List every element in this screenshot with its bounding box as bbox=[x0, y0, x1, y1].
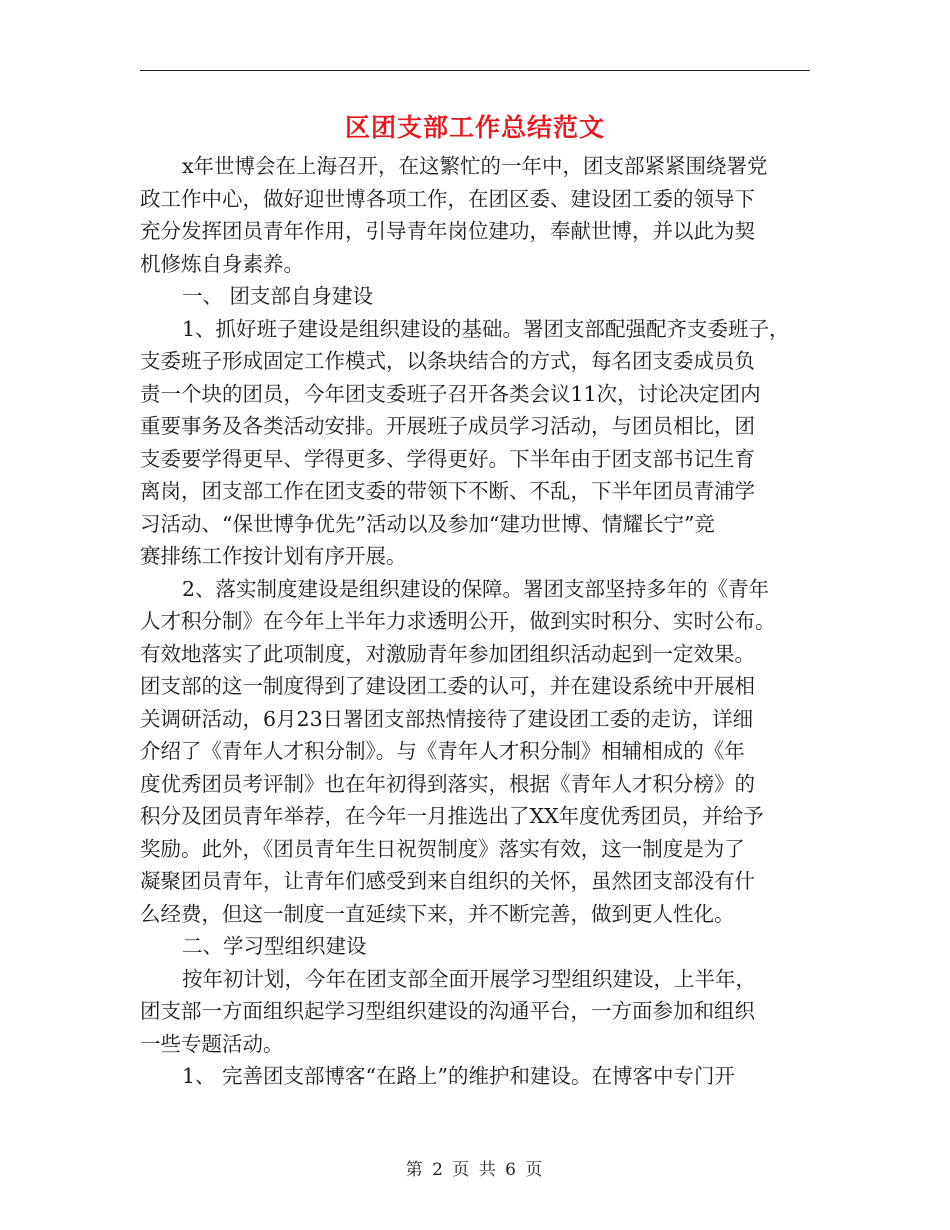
text-line: 人才积分制》在今年上半年力求透明公开，做到实时积分、实时公布。 bbox=[140, 609, 776, 633]
text-line: 么经费，但这一制度一直延续下来，并不断完善，做到更人性化。 bbox=[140, 901, 735, 926]
document-title: 区团支部工作总结范文 bbox=[344, 113, 605, 142]
text-line: 离岗，团支部工作在团支委的带领下不断、不乱，下半年团员青浦学 bbox=[140, 479, 755, 503]
text-line: 奖励。此外，《团员青年生日祝贺制度》落实有效，这一制度是为了 bbox=[140, 836, 745, 861]
text-line: 充分发挥团员青年作用，引导青年岗位建功，奉献世博，并以此为契 bbox=[140, 219, 755, 243]
text-line: 团支部一方面组织起学习型组织建设的沟通平台，一方面参加和组织 bbox=[140, 999, 755, 1023]
text-line: 一、 团支部自身建设 bbox=[182, 284, 374, 308]
text-line: 团支部的这一制度得到了建设团工委的认可，并在建设系统中开展相 bbox=[140, 674, 755, 698]
text-line: 赛排练工作按计划有序开展。 bbox=[140, 544, 407, 568]
text-line: 一些专题活动。 bbox=[140, 1031, 284, 1056]
text-line: 责一个块的团员，今年团支委班子召开各类会议11次，讨论决定团内 bbox=[140, 381, 761, 406]
text-line: 度优秀团员考评制》也在年初得到落实，根据《青年人才积分榜》的 bbox=[140, 771, 755, 796]
text-line: 1、抓好班子建设是组织建设的基础。署团支部配强配齐支委班子， bbox=[182, 316, 790, 341]
text-line: 有效地落实了此项制度，对激励青年参加团组织活动起到一定效果。 bbox=[140, 641, 755, 666]
text-line: 支委要学得更早、学得更多、学得更好。下半年由于团支部书记生育 bbox=[140, 446, 755, 471]
text-line: 机修炼自身素养。 bbox=[140, 251, 304, 276]
text-line: 重要事务及各类活动安排。开展班子成员学习活动，与团员相比，团 bbox=[140, 414, 755, 438]
text-line: 2、落实制度建设是组织建设的保障。署团支部坚持多年的《青年 bbox=[182, 576, 770, 601]
text-line: 介绍了《青年人才积分制》。与《青年人才积分制》相辅相成的《年 bbox=[140, 739, 745, 763]
text-line: 关调研活动，6月23日署团支部热情接待了建设团工委的走访，详细 bbox=[140, 706, 754, 731]
text-line: 支委班子形成固定工作模式，以条块结合的方式，每名团支委成员负 bbox=[140, 349, 755, 373]
text-line: 政工作中心，做好迎世博各项工作，在团区委、建设团工委的领导下 bbox=[140, 186, 755, 211]
text-line: 凝聚团员青年，让青年们感受到来自组织的关怀，虽然团支部没有什 bbox=[140, 869, 755, 893]
text-line: 积分及团员青年举荐，在今年一月推选出了XX年度优秀团员，并给予 bbox=[140, 804, 764, 828]
text-line: 二、学习型组织建设 bbox=[182, 934, 367, 958]
text-line: 1、 完善团支部博客“在路上”的维护和建设。在博客中专门开 bbox=[182, 1064, 736, 1088]
top-rule bbox=[140, 70, 810, 71]
text-line: x年世博会在上海召开，在这繁忙的一年中，团支部紧紧围绕署党 bbox=[182, 154, 768, 178]
text-line: 按年初计划，今年在团支部全面开展学习型组织建设，上半年， bbox=[182, 966, 756, 991]
document-body bbox=[140, 150, 820, 1093]
text-line: 习活动、“保世博争优先”活动以及参加“建功世博、情耀长宁”竞 bbox=[140, 511, 715, 536]
page-footer: 第 2 页 共 6 页 bbox=[405, 1160, 545, 1180]
